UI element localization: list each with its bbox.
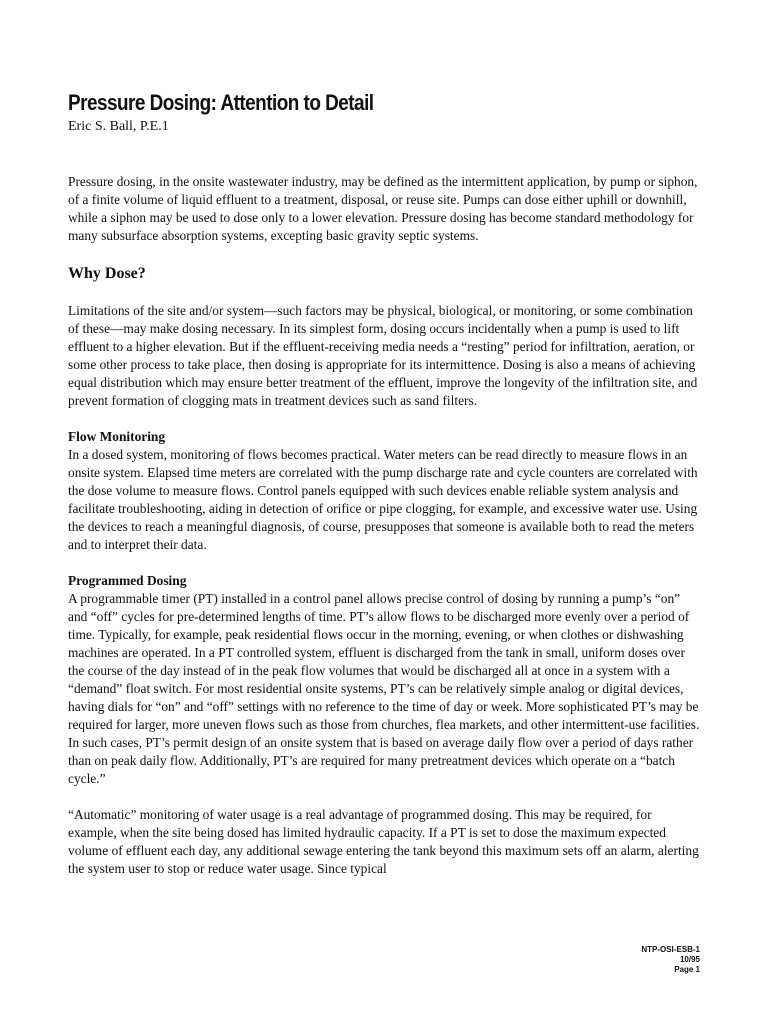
footer-page-number: Page 1 — [674, 965, 700, 974]
why-dose-paragraph: Limitations of the site and/or system—such factors may be physical, biological, or monitoring, or some combination of these—may make dosing necessary. In its simplest form, dosing occurs incidentally when a pump is used to lift effluent to a higher elevation. But if the effluent-receiving media needs a “resting” period for infiltration, aeration, or some other process to take place, then dosing is appropriate for its intermittence. Dosing is also a means of achieving equal distribution which may ensure better treatment of the effluent, improve the longevity of the infiltration site, and prevent formation of clogging mats in treatment devices such as sand filters. — [68, 303, 698, 408]
why-dose-heading: Why Dose? — [68, 265, 146, 282]
programmed-dosing-paragraph-1: A programmable timer (PT) installed in a control panel allows precise control of dosing by running a pump’s “on” and “off” cycles for pre-determined lengths of time. PT’s allow flows to be discharged more evenly over a period of time. Typically, for example, peak residential flows occur in the morning, evening, or when clothes or dishwashing machines are operated. In a PT controlled system, effluent is discharged from the tank in small, uniform doses over the course of the day instead of in the peak flow volumes that would be discharged all at once in a system with a “demand” float switch. For most residential onsite systems, PT’s can be relatively simple analog or digital devices, having dials for “on” and “off” settings with no reference to the time of day or week. More sophisticated PT’s may be required for larger, more uneven flows such as those from churches, flea markets, and other intermittent-use facilities. In such cases, PT’s permit design of an onsite system that is based on average daily flow over a period of days rather than on peak daily flow. Additionally, PT’s are required for many pretreatment devices which operate on a “batch cycle.” — [68, 591, 700, 786]
footer-doc-code: NTP-OSI-ESB-1 — [641, 945, 700, 954]
author-line: Eric S. Ball, P.E.1 — [68, 119, 169, 134]
flow-monitoring-heading: Flow Monitoring — [68, 429, 166, 444]
flow-monitoring-paragraph: In a dosed system, monitoring of flows becomes practical. Water meters can be read directly to measure flows in an onsite system. Elapsed time meters are correlated with the pump discharge rate and cycle counters are correlated with the dose volume to measure flows. Control panels equipped with such devices enable reliable system analysis and facilitate troubleshooting, aiding in detection of orifice or pipe clogging, for example, and excessive water use. Using the devices to reach a meaningful diagnosis, of course, presupposes that someone is available both to read the meters and to interpret their data. — [68, 447, 698, 552]
document-page — [68, 90, 700, 878]
programmed-dosing-paragraph-2: “Automatic” monitoring of water usage is a real advantage of programmed dosing. This may be required, for example, when the site being dosed has limited hydraulic capacity. If a PT is set to dose the maximum expected volume of effluent each day, any additional sewage entering the tank beyond this maximum sets off an alarm, alerting the system user to stop or reduce water usage. Since typical — [68, 807, 699, 876]
intro-paragraph: Pressure dosing, in the onsite wastewater industry, may be defined as the intermittent application, by pump or siphon, of a finite volume of liquid effluent to a treatment, disposal, or reuse site. Pumps can dose either uphill or downhill, while a siphon may be used to dose only to a lower elevation. Pressure dosing has become standard methodology for many subsurface absorption systems, excepting basic gravity septic systems. — [68, 174, 698, 243]
document-title: Pressure Dosing: Attention to Detail — [68, 90, 374, 115]
footer-date: 10/95 — [679, 955, 700, 964]
programmed-dosing-heading: Programmed Dosing — [68, 573, 187, 588]
page-footer — [641, 945, 700, 975]
